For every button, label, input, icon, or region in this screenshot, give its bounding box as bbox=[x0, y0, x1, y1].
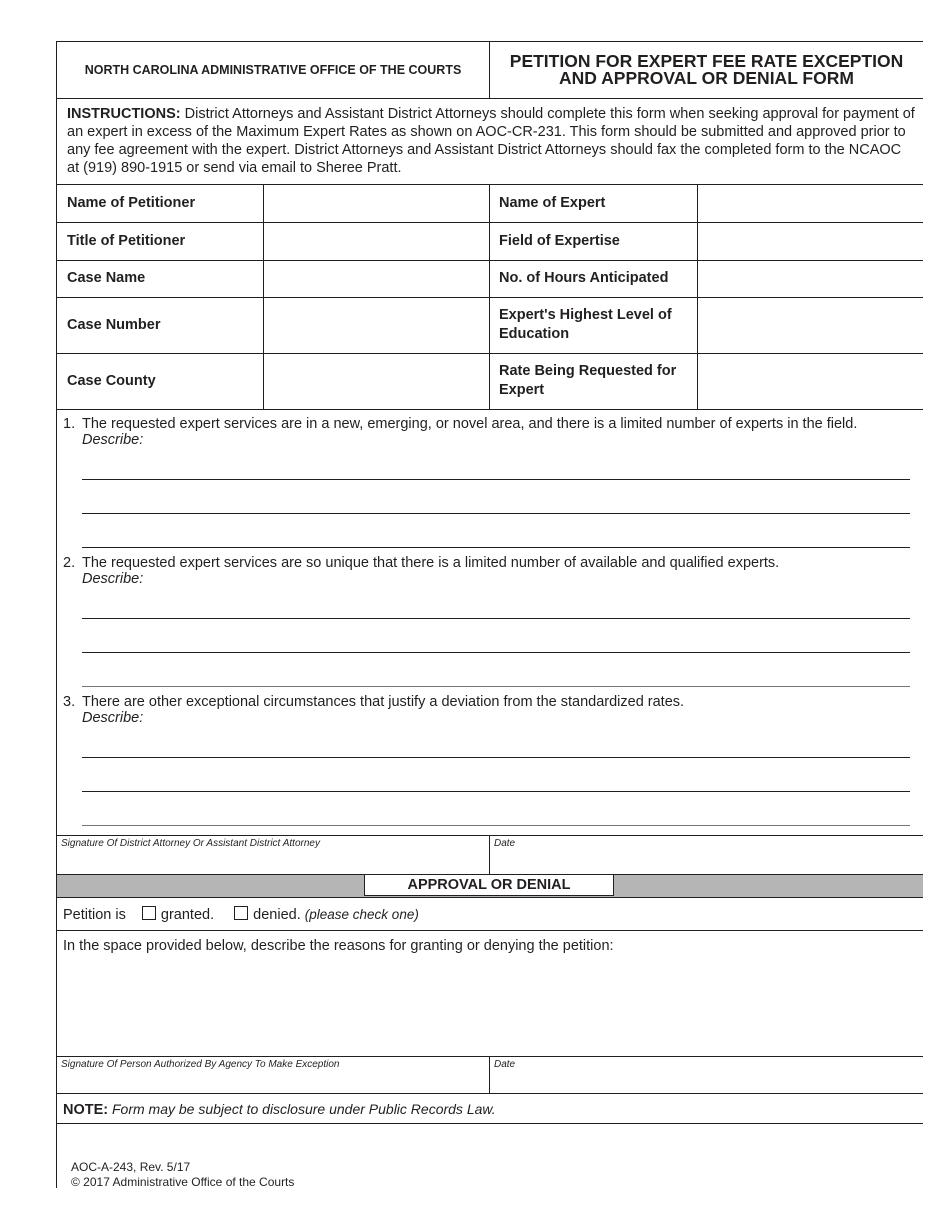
question-2-describe: Describe: bbox=[82, 571, 144, 587]
label-case-number: Case Number bbox=[67, 316, 161, 333]
title-of-petitioner-field[interactable] bbox=[265, 224, 487, 259]
label-expert-education: Expert's Highest Level of Education bbox=[499, 307, 672, 342]
denied-checkbox[interactable] bbox=[234, 907, 301, 923]
granted-label: granted. bbox=[160, 907, 215, 923]
header-bottom-border bbox=[57, 98, 923, 99]
petition-status-row bbox=[63, 906, 419, 923]
signature-2-top-border bbox=[57, 1056, 923, 1057]
grid-col-divider bbox=[263, 184, 264, 409]
instructions bbox=[67, 105, 915, 177]
case-county-field[interactable] bbox=[265, 355, 487, 408]
authorized-signature-label: Signature Of Person Authorized By Agency To Make Exception bbox=[61, 1059, 340, 1070]
da-date-label: Date bbox=[494, 838, 516, 849]
signature-1-top-border bbox=[57, 835, 923, 836]
form-title bbox=[490, 41, 923, 98]
petition-row-bottom-border bbox=[57, 930, 923, 931]
question-3-line-3[interactable] bbox=[82, 825, 910, 826]
name-of-petitioner-field[interactable] bbox=[265, 186, 487, 221]
question-2-number: 2. bbox=[63, 555, 76, 571]
grid-col-divider bbox=[697, 184, 698, 409]
question-2-text: The requested expert services are so unique that there is a limited number of available and qualified experts. bbox=[82, 555, 780, 571]
question-1-text: The requested expert services are in a new, emerging, or novel area, and there is a limited number of experts in the field. bbox=[82, 416, 858, 432]
note-text: Form may be subject to disclosure under Public Records Law. bbox=[112, 1101, 496, 1117]
form-title-line2: AND APPROVAL OR DENIAL FORM bbox=[559, 67, 854, 88]
denied-checkbox-box[interactable] bbox=[234, 906, 248, 920]
question-1-line-2[interactable] bbox=[82, 513, 910, 514]
check-one-hint: (please check one) bbox=[304, 907, 419, 922]
signature-2-divider bbox=[489, 1056, 490, 1093]
note-bottom-border bbox=[57, 1123, 923, 1124]
note-label: NOTE: bbox=[63, 1102, 109, 1118]
approval-heading: APPROVAL OR DENIAL bbox=[364, 874, 614, 896]
question-2-line-2[interactable] bbox=[82, 652, 910, 653]
copyright: © 2017 Administrative Office of the Courts bbox=[71, 1175, 295, 1189]
form-number: AOC-A-243, Rev. 5/17 bbox=[71, 1160, 191, 1174]
label-name-of-petitioner: Name of Petitioner bbox=[67, 194, 196, 211]
agency-name: NORTH CAROLINA ADMINISTRATIVE OFFICE OF THE COURTS bbox=[84, 62, 462, 77]
reasons-prompt: In the space provided below, describe the reasons for granting or denying the petition: bbox=[63, 938, 614, 954]
da-signature-label: Signature Of District Attorney Or Assistant District Attorney bbox=[61, 838, 320, 849]
question-1-number: 1. bbox=[63, 416, 76, 432]
question-2-line-1[interactable] bbox=[82, 618, 910, 619]
question-1-describe: Describe: bbox=[82, 432, 144, 448]
label-hours-anticipated: No. of Hours Anticipated bbox=[499, 270, 669, 286]
case-number-field[interactable] bbox=[265, 299, 487, 352]
grid-col-divider bbox=[489, 184, 490, 409]
petition-is-label: Petition is bbox=[63, 907, 126, 923]
form-title-line1: PETITION FOR EXPERT FEE RATE EXCEPTION bbox=[509, 50, 904, 71]
name-of-expert-field[interactable] bbox=[699, 186, 921, 221]
signature-2-bottom-border bbox=[57, 1093, 923, 1094]
case-name-field[interactable] bbox=[265, 262, 487, 296]
question-1-line-3[interactable] bbox=[82, 547, 910, 548]
instructions-label: INSTRUCTIONS: bbox=[67, 106, 181, 122]
denied-label: denied. bbox=[253, 907, 301, 923]
instructions-text: District Attorneys and Assistant District Attorneys should complete this form when seeking approval for payment of an expert in excess of the Maximum Expert Rates as shown on AOC-CR-231. This form should be submitted and approved prior to any fee agreement with the expert. District Attorneys and Assistant District Attorneys should fax the completed form to the NCAOC at (919) 890-1915 or send via email to Sheree Pratt. bbox=[67, 106, 915, 176]
expert-education-field[interactable] bbox=[699, 299, 921, 352]
da-signature-field[interactable] bbox=[59, 851, 487, 873]
reasons-textarea[interactable] bbox=[59, 959, 919, 1054]
granted-checkbox-box[interactable] bbox=[142, 906, 156, 920]
authorized-date-label: Date bbox=[494, 1059, 516, 1070]
signature-1-divider bbox=[489, 835, 490, 874]
label-title-of-petitioner: Title of Petitioner bbox=[67, 232, 186, 249]
question-2-line-3[interactable] bbox=[82, 686, 910, 687]
question-3-number: 3. bbox=[63, 694, 76, 710]
question-3-text: There are other exceptional circumstances that justify a deviation from the standardized rates. bbox=[82, 694, 685, 710]
authorized-signature-field[interactable] bbox=[59, 1072, 487, 1092]
rate-requested-field[interactable] bbox=[699, 355, 921, 408]
question-3-describe: Describe: bbox=[82, 710, 144, 726]
label-case-name: Case Name bbox=[67, 270, 146, 286]
form-footer bbox=[71, 1160, 294, 1190]
label-field-of-expertise: Field of Expertise bbox=[499, 232, 620, 249]
label-case-county: Case County bbox=[67, 372, 156, 389]
granted-checkbox[interactable] bbox=[142, 907, 214, 923]
field-of-expertise-field[interactable] bbox=[699, 224, 921, 259]
grid-bottom-border bbox=[57, 409, 923, 410]
hours-anticipated-field[interactable] bbox=[699, 262, 921, 296]
label-rate-requested: Rate Being Requested for Expert bbox=[499, 363, 677, 398]
question-3-line-2[interactable] bbox=[82, 791, 910, 792]
label-name-of-expert: Name of Expert bbox=[499, 194, 606, 211]
authorized-date-field[interactable] bbox=[492, 1072, 920, 1092]
public-records-note bbox=[63, 1101, 496, 1118]
question-1-line-1[interactable] bbox=[82, 479, 910, 480]
petition-form bbox=[56, 41, 923, 1188]
da-date-field[interactable] bbox=[492, 851, 920, 873]
question-3-line-1[interactable] bbox=[82, 757, 910, 758]
